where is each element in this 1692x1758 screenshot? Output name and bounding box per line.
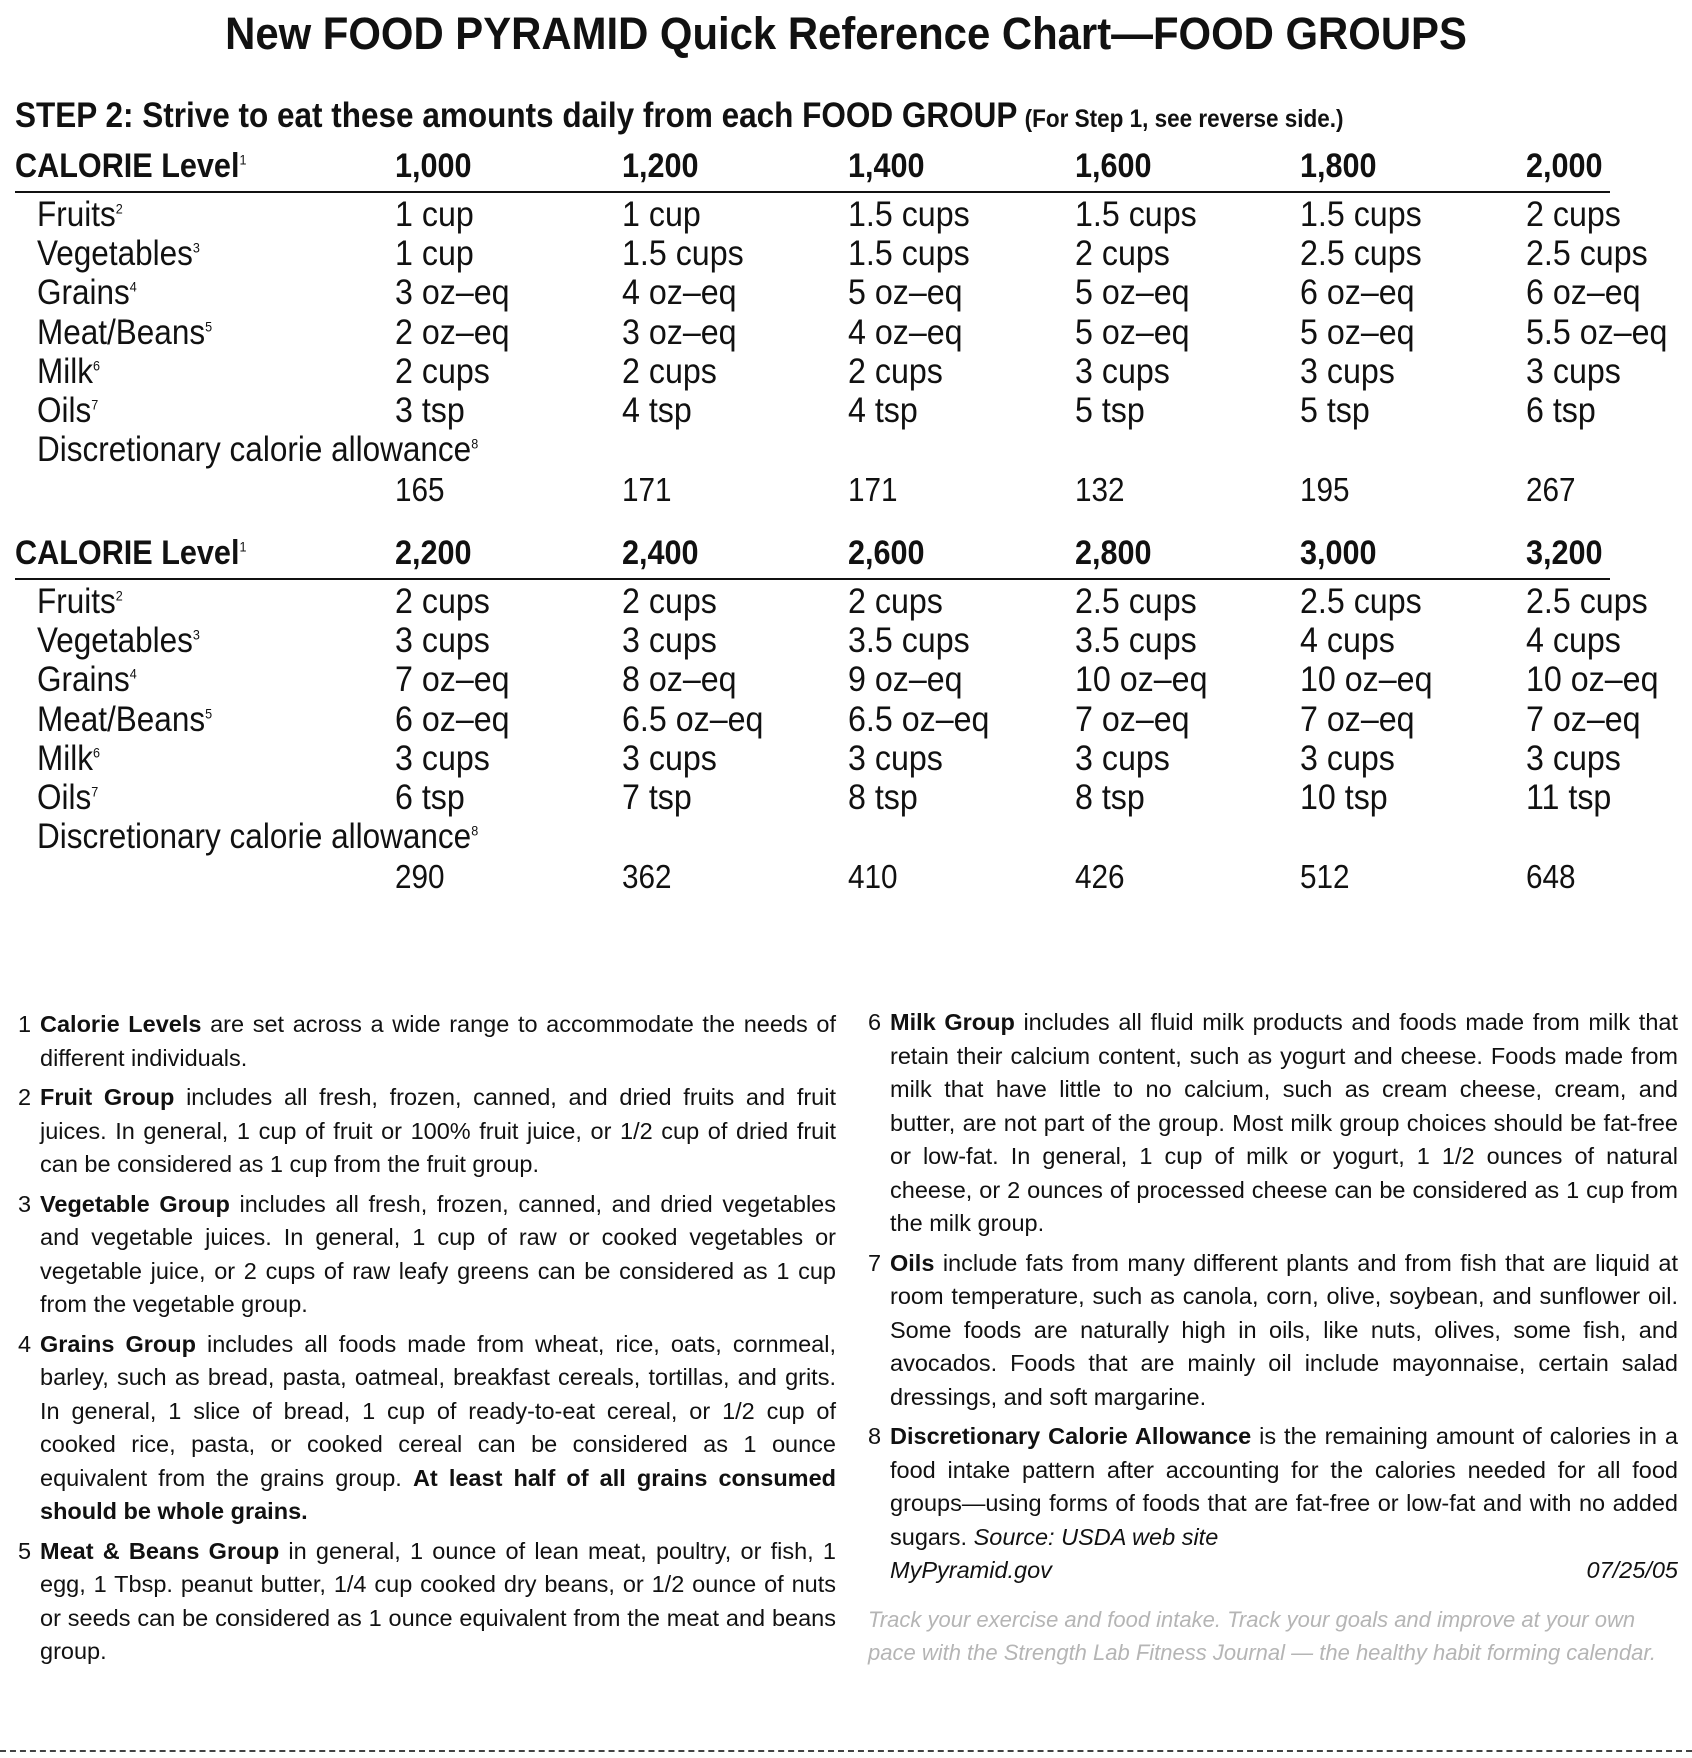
footnote-1: 1 Calorie Levels are set across a wide range to accommodate the needs of different individuals. <box>18 1011 836 1071</box>
amount-cell: 6 oz–eq <box>395 699 510 739</box>
bottom-divider <box>0 1750 1692 1752</box>
source-meta <box>868 1554 1678 1588</box>
amount-cell: 3 cups <box>395 621 490 661</box>
food-group-label: Oils$^7$ <box>37 778 99 817</box>
allowance-value: 426 <box>1075 858 1125 896</box>
amount-cell: 3 cups <box>395 738 490 778</box>
faded-promo-text: Track your exercise and food intake. Track your goals and improve at your own pace with the Strength Lab Fitness Journal — the healthy habit forming calendar. <box>868 1607 1656 1665</box>
amount-cell: 10 oz–eq <box>1300 660 1433 700</box>
amount-cell: 5.5 oz–eq <box>1526 312 1668 352</box>
amount-cell: 7 tsp <box>622 778 692 817</box>
amount-cell: 6.5 oz–eq <box>622 699 764 739</box>
calorie-level-value: 2,800 <box>1075 534 1152 572</box>
calorie-level-value: 1,600 <box>1075 147 1152 185</box>
allowance-value: 165 <box>395 471 445 509</box>
amount-cell: 4 cups <box>1300 621 1395 661</box>
amount-cell: 1 cup <box>395 234 474 274</box>
amount-cell: 3 cups <box>1300 351 1395 391</box>
calorie-level-value: 2,000 <box>1526 147 1603 185</box>
amount-cell: 6 tsp <box>395 778 465 817</box>
food-group-label: Milk$^6$ <box>37 351 101 391</box>
amount-cell: 8 tsp <box>1075 778 1145 817</box>
discretionary-allowance-label: Discretionary calorie allowance$^8$ <box>37 817 479 857</box>
amount-cell: 2.5 cups <box>1300 234 1422 274</box>
amount-cell: 3.5 cups <box>848 621 970 661</box>
amount-cell: 2.5 cups <box>1526 582 1648 621</box>
food-group-label: Oils$^7$ <box>37 391 99 430</box>
food-group-label: Meat/Beans$^5$ <box>37 312 213 352</box>
calorie-level-label: CALORIE Level$^1$ <box>15 147 247 185</box>
amount-cell: 2 cups <box>848 582 943 621</box>
amount-cell: 4 tsp <box>622 391 692 430</box>
amount-cell: 6 oz–eq <box>1300 273 1415 313</box>
amount-cell: 4 tsp <box>848 391 918 430</box>
food-group-row <box>0 700 1692 744</box>
amount-cell: 2 cups <box>622 582 717 621</box>
food-group-row <box>0 273 1692 317</box>
food-group-label: Vegetables$^3$ <box>37 621 200 661</box>
food-group-row <box>0 195 1692 239</box>
amount-cell: 11 tsp <box>1526 778 1612 817</box>
food-group-row <box>0 391 1692 435</box>
amount-cell: 2 oz–eq <box>395 312 510 352</box>
discretionary-allowance-row <box>0 858 1692 902</box>
calorie-level-value: 2,200 <box>395 534 472 572</box>
footnote-8: 8 Discretionary Calorie Allowance is the remaining amount of calories in a food intake pattern after accounting for the calories needed for all food groups—using forms of foods that are fat-free or low-fat and with no added sugars. Source: USDA web site <box>868 1423 1678 1550</box>
amount-cell: 1.5 cups <box>848 195 970 234</box>
amount-cell: 2 cups <box>848 351 943 391</box>
amount-cell: 6.5 oz–eq <box>848 699 990 739</box>
amount-cell: 3 cups <box>1300 738 1395 778</box>
allowance-value: 171 <box>622 471 672 509</box>
amount-cell: 3.5 cups <box>1075 621 1197 661</box>
amount-cell: 3 tsp <box>395 391 465 430</box>
calorie-level-value: 3,200 <box>1526 534 1603 572</box>
footnote-6: 6 Milk Group includes all fluid milk products and foods made from milk that retain their calcium content, such as yogurt and cheese. Foods made from milk that have little to no calcium, such as cream cheese, cream, and butter, are not part of the group. Most milk group choices should be fat-free or low-fat. In general, 1 cup of milk or yogurt, 1 1/2 ounces of natural cheese, or 2 ounces of processed cheese can be considered as 1 cup from the milk group. <box>868 1009 1678 1236</box>
allowance-value: 132 <box>1075 471 1125 509</box>
food-group-label: Meat/Beans$^5$ <box>37 699 213 739</box>
footnote-3: 3 Vegetable Group includes all fresh, frozen, canned, and dried vegetables and vegetable juices. In general, 1 cup of raw or cooked vegetables or vegetable juice, or 2 cups of raw leafy greens can be considered as 1 cup from the vegetable group. <box>18 1190 836 1317</box>
amount-cell: 5 oz–eq <box>1075 312 1190 352</box>
amount-cell: 1.5 cups <box>1300 195 1422 234</box>
amount-cell: 5 tsp <box>1300 391 1370 430</box>
amount-cell: 7 oz–eq <box>1526 699 1641 739</box>
amount-cell: 1.5 cups <box>848 234 970 274</box>
amount-cell: 2 cups <box>1075 234 1170 274</box>
amount-cell: 6 oz–eq <box>1526 273 1641 313</box>
amount-cell: 9 oz–eq <box>848 660 963 700</box>
source-date: 07/25/05 <box>1586 1557 1678 1583</box>
amount-cell: 6 tsp <box>1526 391 1596 430</box>
food-group-row <box>0 582 1692 626</box>
amount-cell: 3 oz–eq <box>622 312 737 352</box>
calorie-level-value: 1,800 <box>1300 147 1377 185</box>
food-group-row <box>0 778 1692 822</box>
calorie-level-value: 1,400 <box>848 147 925 185</box>
amount-cell: 3 cups <box>1526 738 1621 778</box>
amount-cell: 4 oz–eq <box>622 273 737 313</box>
discretionary-allowance-label: Discretionary calorie allowance$^8$ <box>37 430 479 470</box>
amount-cell: 3 cups <box>1526 351 1621 391</box>
amount-cell: 1.5 cups <box>1075 195 1197 234</box>
food-group-label: Fruits$^2$ <box>37 195 123 234</box>
amount-cell: 2.5 cups <box>1526 234 1648 274</box>
footnote-2: 2 Fruit Group includes all fresh, frozen, canned, and dried fruits and fruit juices. In general, 1 cup of fruit or 100% fruit juice, or 1/2 cup of dried fruit can be considered as 1 cup from the fruit group. <box>18 1084 836 1177</box>
food-group-label: Milk$^6$ <box>37 738 101 778</box>
amount-cell: 10 tsp <box>1300 778 1388 817</box>
allowance-value: 410 <box>848 858 898 896</box>
calorie-level-label: CALORIE Level$^1$ <box>15 534 247 572</box>
amount-cell: 1.5 cups <box>622 234 744 274</box>
amount-cell: 10 oz–eq <box>1075 660 1208 700</box>
food-group-row <box>0 660 1692 704</box>
food-group-row <box>0 621 1692 665</box>
calorie-level-value: 2,600 <box>848 534 925 572</box>
allowance-value: 648 <box>1526 858 1576 896</box>
amount-cell: 3 cups <box>622 621 717 661</box>
amount-cell: 2 cups <box>1526 195 1621 234</box>
step-main: STEP 2: Strive to eat these amounts daily from each FOOD GROUP <box>15 96 1018 135</box>
calorie-header-2 <box>15 532 1610 580</box>
allowance-value: 267 <box>1526 471 1576 509</box>
source-site: MyPyramid.gov <box>890 1557 1052 1583</box>
step-subnote: (For Step 1, see reverse side.) <box>1024 105 1344 133</box>
food-group-row <box>0 739 1692 783</box>
amount-cell: 2.5 cups <box>1300 582 1422 621</box>
amount-cell: 5 oz–eq <box>1300 312 1415 352</box>
amount-cell: 3 cups <box>1075 351 1170 391</box>
food-group-label: Fruits$^2$ <box>37 582 123 621</box>
amount-cell: 5 tsp <box>1075 391 1145 430</box>
amount-cell: 3 oz–eq <box>395 273 510 313</box>
amount-cell: 8 oz–eq <box>622 660 737 700</box>
footnote-5: 5 Meat & Beans Group in general, 1 ounce of lean meat, poultry, or fish, 1 egg, 1 Tbsp. peanut butter, 1/4 cup cooked dry beans, or 1/2 ounce of nuts or seeds can be considered as 1 ounce equivalent from the meat and beans group. <box>18 1537 836 1664</box>
step-heading <box>15 96 1344 136</box>
allowance-value: 195 <box>1300 471 1350 509</box>
calorie-level-value: 1,200 <box>622 147 699 185</box>
amount-cell: 3 cups <box>848 738 943 778</box>
calorie-header-1 <box>15 145 1610 193</box>
footnote-7: 7 Oils include fats from many different plants and from fish that are liquid at room temperature, such as canola, corn, olive, soybean, and sunflower oil. Some foods are naturally high in oils, like nuts, olives, some fish, and avocados. Foods that are mainly oil include mayonnaise, certain salad dressings, and soft margarine. <box>868 1249 1678 1410</box>
food-group-label: Grains$^4$ <box>37 660 137 700</box>
food-group-label: Grains$^4$ <box>37 273 137 313</box>
calorie-level-value: 3,000 <box>1300 534 1377 572</box>
page-title: New FOOD PYRAMID Quick Reference Chart—FOOD GROUPS <box>225 8 1467 59</box>
footnotes-left <box>18 1008 836 1675</box>
amount-cell: 7 oz–eq <box>395 660 510 700</box>
amount-cell: 10 oz–eq <box>1526 660 1659 700</box>
amount-cell: 2 cups <box>395 582 490 621</box>
footnotes-right <box>868 1006 1678 1588</box>
amount-cell: 7 oz–eq <box>1075 699 1190 739</box>
amount-cell: 5 oz–eq <box>848 273 963 313</box>
amount-cell: 1 cup <box>395 195 474 234</box>
amount-cell: 8 tsp <box>848 778 918 817</box>
amount-cell: 2.5 cups <box>1075 582 1197 621</box>
amount-cell: 3 cups <box>1075 738 1170 778</box>
discretionary-allowance-row <box>0 471 1692 515</box>
allowance-value: 171 <box>848 471 898 509</box>
amount-cell: 2 cups <box>395 351 490 391</box>
amount-cell: 4 oz–eq <box>848 312 963 352</box>
calorie-level-value: 1,000 <box>395 147 472 185</box>
allowance-value: 290 <box>395 858 445 896</box>
amount-cell: 2 cups <box>622 351 717 391</box>
allowance-value: 512 <box>1300 858 1350 896</box>
amount-cell: 4 cups <box>1526 621 1621 661</box>
food-group-row <box>0 234 1692 278</box>
allowance-value: 362 <box>622 858 672 896</box>
food-group-label: Vegetables$^3$ <box>37 234 200 274</box>
food-group-row <box>0 352 1692 396</box>
footnote-4: 4 Grains Group includes all foods made from wheat, rice, oats, cornmeal, barley, such as bread, pasta, oatmeal, breakfast cereals, tortillas, and grits. In general, 1 slice of bread, 1 cup of ready-to-eat cereal, or 1/2 cup of cooked rice, pasta, or cooked cereal can be considered as 1 ounce equivalent from the grains group. At least half of all grains consumed should be whole grains. <box>18 1330 837 1524</box>
amount-cell: 3 cups <box>622 738 717 778</box>
source-label: Source: USDA web site <box>973 1523 1219 1550</box>
food-group-row <box>0 313 1692 357</box>
amount-cell: 1 cup <box>622 195 701 234</box>
calorie-level-value: 2,400 <box>622 534 699 572</box>
amount-cell: 5 oz–eq <box>1075 273 1190 313</box>
amount-cell: 7 oz–eq <box>1300 699 1415 739</box>
